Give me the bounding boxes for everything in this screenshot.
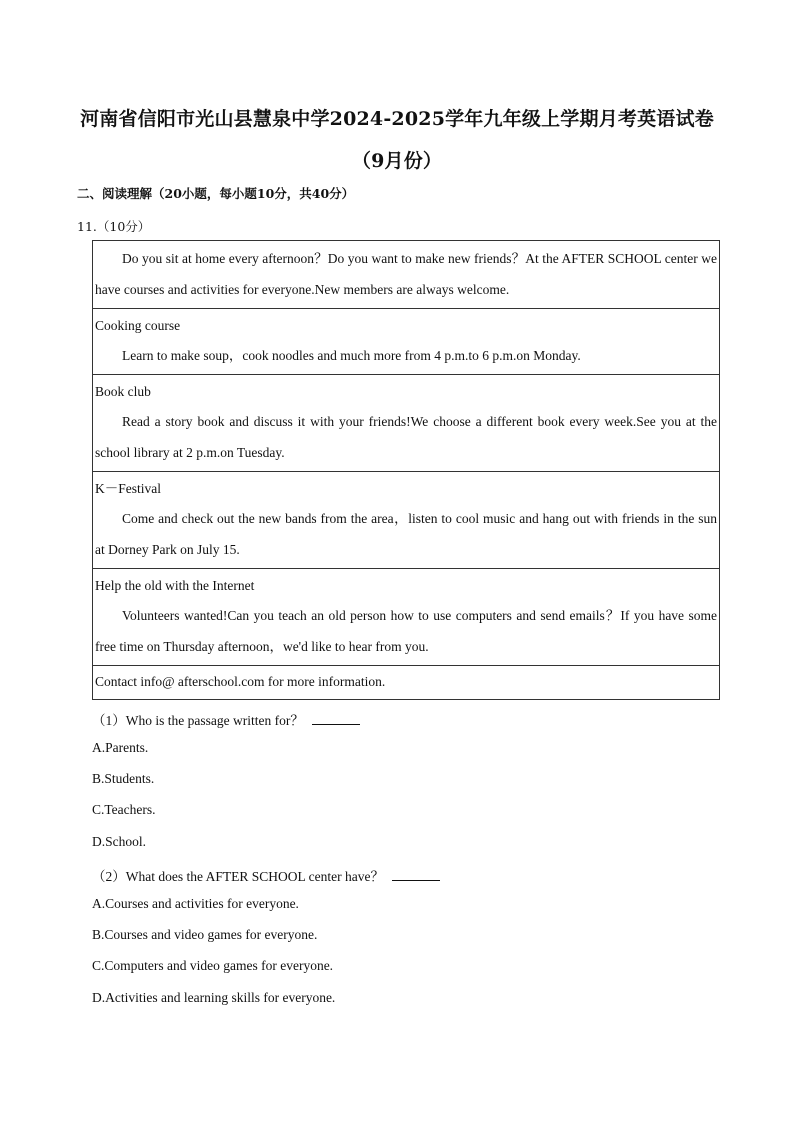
q2-option-d: D.Activities and learning skills for everyone. xyxy=(92,990,336,1005)
section-heading: 二、阅读理解（20小题，每小题10分，共40分） xyxy=(77,186,355,201)
exam-title: 河南省信阳市光山县慧泉中学2024-2025学年九年级上学期月考英语试卷 xyxy=(80,108,714,130)
book-cell xyxy=(93,374,719,471)
notice-table xyxy=(92,240,720,700)
answer-blank-2 xyxy=(392,868,440,881)
question-1-stem xyxy=(92,709,360,729)
contact-cell xyxy=(93,665,719,699)
question-number: 11.（10分） xyxy=(77,219,151,234)
q1-option-d: D.School. xyxy=(92,834,146,849)
q2-option-b: B.Courses and video games for everyone. xyxy=(92,927,318,942)
intro-text: Do you sit at home every afternoon？Do you want to make new friends？At the AFTER SCHOOL center we have courses and activities for everyone.New members are always welcome. xyxy=(95,251,717,297)
festival-heading: K－Festival xyxy=(95,481,161,496)
cooking-text: Learn to make soup，cook noodles and much more from 4 p.m.to 6 p.m.on Monday. xyxy=(122,348,581,363)
festival-text: Come and check out the new bands from the area，listen to cool music and hang out with friends in the sun at Dorney Park on July 15. xyxy=(95,511,717,557)
q1-option-c: C.Teachers. xyxy=(92,802,156,817)
answer-blank-1 xyxy=(312,712,360,725)
q2-option-c: C.Computers and video games for everyone. xyxy=(92,958,334,973)
question-2-stem xyxy=(92,865,440,885)
question-2-text: （2）What does the AFTER SCHOOL center have？ xyxy=(92,869,384,884)
book-text: Read a story book and discuss it with your friends!We choose a different book every week.See you at the school library at 2 p.m.on Tuesday. xyxy=(95,414,717,460)
help-heading: Help the old with the Internet xyxy=(95,578,255,593)
intro-cell xyxy=(93,241,719,308)
festival-cell xyxy=(93,471,719,568)
question-1-text: （1）Who is the passage written for？ xyxy=(92,713,304,728)
book-heading: Book club xyxy=(95,384,151,399)
help-text: Volunteers wanted!Can you teach an old person how to use computers and send emails？If you have some free time on Thursday afternoon，we'd like to hear from you. xyxy=(95,608,717,654)
cooking-cell xyxy=(93,308,719,374)
contact-text: Contact info@ afterschool.com for more information. xyxy=(95,674,386,689)
cooking-heading: Cooking course xyxy=(95,318,181,333)
q2-option-a: A.Courses and activities for everyone. xyxy=(92,896,299,911)
q1-option-b: B.Students. xyxy=(92,771,155,786)
help-cell xyxy=(93,568,719,665)
q1-option-a: A.Parents. xyxy=(92,740,149,755)
exam-title-month: （9月份） xyxy=(351,150,443,172)
